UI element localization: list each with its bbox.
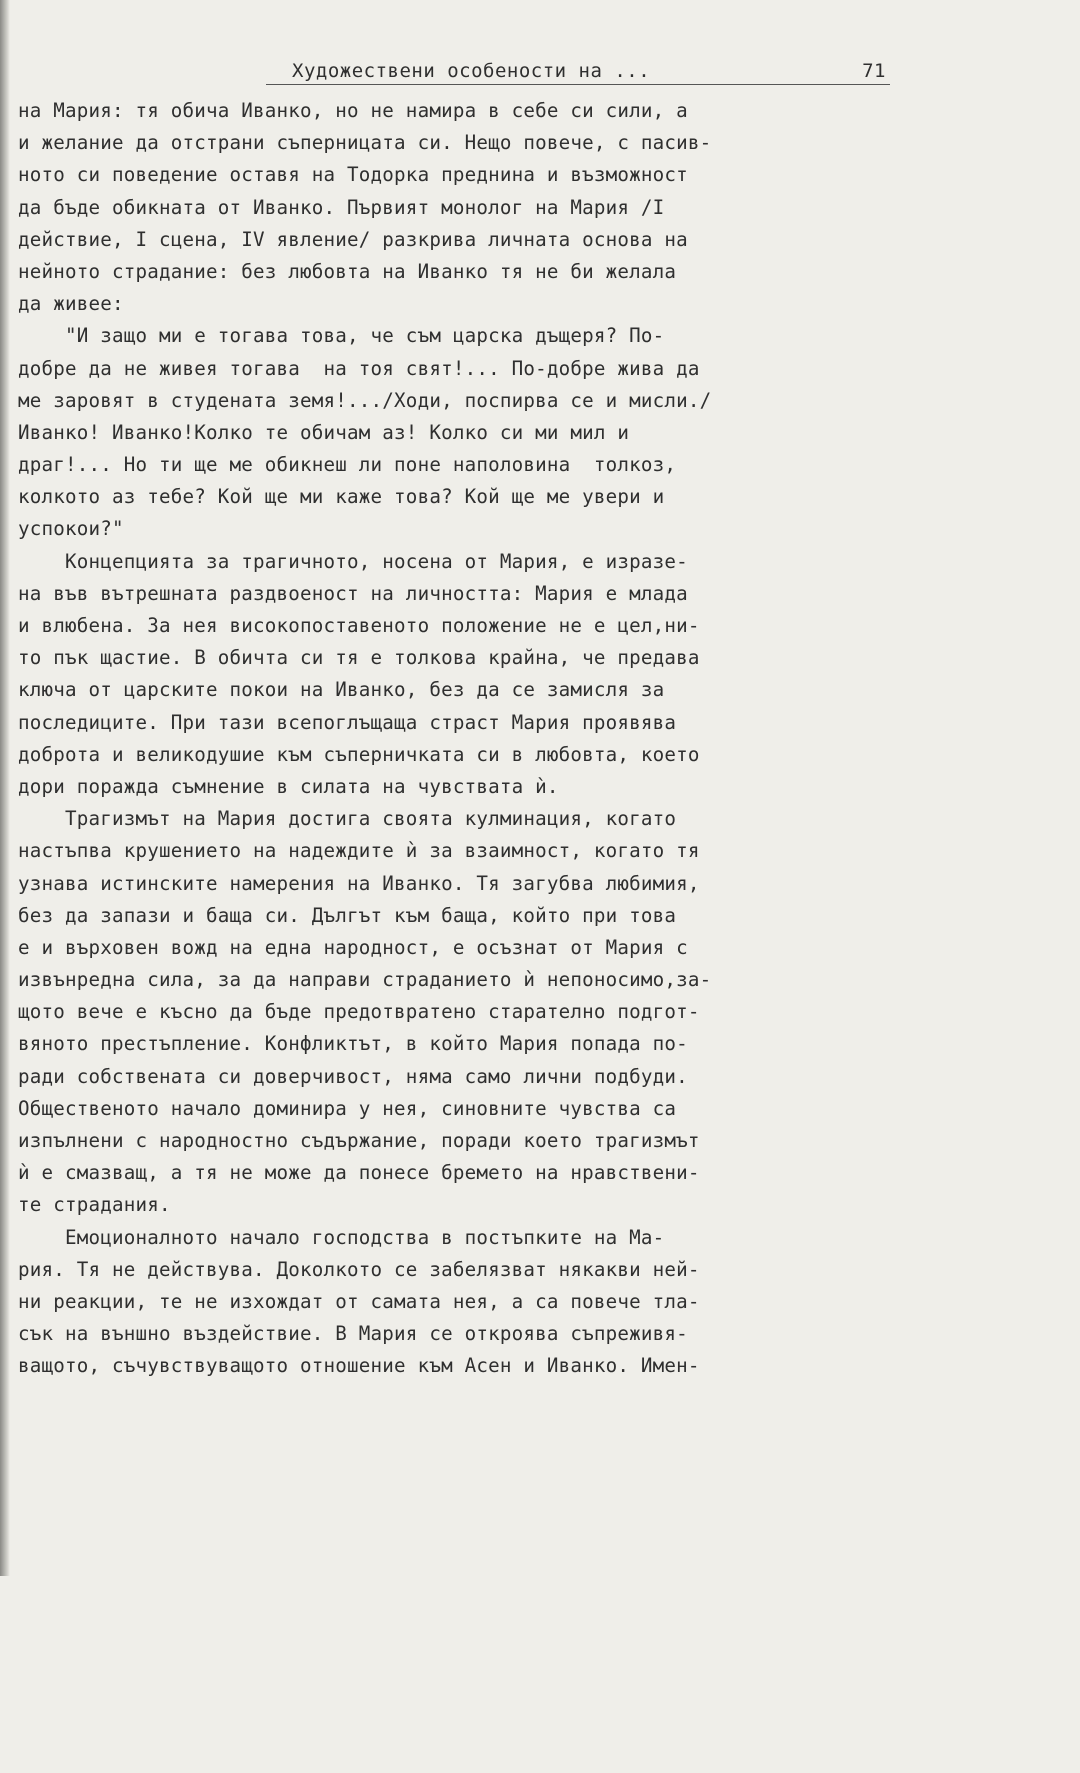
text-line: на във вътрешната раздвоеност на личността: Мария е млада	[18, 581, 688, 605]
text-line: "И защо ми е тогава това, че съм царска дъщеря? По-	[18, 324, 665, 348]
running-title: Художествени особености на ...	[292, 60, 651, 82]
text-line: и желание да отстрани съперницата си. Нещо повече, с пасив-	[18, 131, 712, 155]
text-line: ващото, съчувствуващото отношение към Асен и Иванко. Имен-	[18, 1354, 700, 1378]
text-line: изпълнени с народностно съдържание, поради което трагизмът	[18, 1129, 700, 1152]
text-line: Трагизмът на Мария достига своята кулминация, когато	[18, 807, 677, 831]
paragraph	[18, 320, 908, 545]
text-line: сък на външно въздействие. В Мария се откроява съпреживя-	[18, 1322, 688, 1346]
text-line: последиците. При тази всепоглъщаща страст Мария проявява	[18, 710, 677, 734]
text-line: и влюбена. За нея високопоставеното положение не е цел,ни-	[18, 614, 700, 637]
text-line: е и върховен вожд на една народност, е осъзнат от Мария с	[18, 935, 688, 959]
text-line: ното си поведение оставя на Тодорка преднина и възможност	[18, 163, 688, 187]
text-line: добре да не живея тогава на тоя свят!... По-добре жива да	[18, 356, 700, 380]
text-line: вяното престъпление. Конфликтът, в който Мария попада по-	[18, 1032, 688, 1056]
text-line: без да запази и баща си. Дългът към баща, който при това	[18, 903, 677, 927]
text-line: Иванко! Иванко!Колко те обичам аз! Колко си ми мил и	[18, 420, 630, 444]
book-page	[18, 50, 908, 1383]
text-line: Концепцията за трагичното, носена от Мария, е изразе-	[18, 549, 688, 573]
running-header	[266, 50, 890, 85]
text-line: драг!... Но ти ще ме обикнеш ли поне наполовина толкоз,	[18, 453, 677, 477]
text-line: рия. Тя не действува. Доколкото се забелязват някакви ней-	[18, 1257, 700, 1281]
text-line: нейното страдание: без любовта на Иванко тя не би желала	[18, 259, 677, 283]
text-line: то пък щастие. В обичта си тя е толкова крайна, че предава	[18, 646, 700, 670]
paragraph	[18, 546, 908, 804]
page-number: 71	[862, 60, 886, 82]
text-line: ни реакции, те не изхождат от самата нея, а са повече тла-	[18, 1289, 700, 1313]
text-line: извънредна сила, за да направи страданието ѝ непоносимо,за-	[18, 968, 712, 992]
text-line: узнава истинските намерения на Иванко. Тя загубва любимия,	[18, 871, 700, 895]
text-line: доброта и великодушие към съперничката си в любовта, което	[18, 742, 700, 766]
text-line: да бъде обикната от Иванко. Първият монолог на Мария /I	[18, 195, 665, 219]
page-binding-edge	[0, 0, 10, 1576]
paragraph	[18, 95, 908, 320]
text-line: ѝ е смазващ, а тя не може да понесе бремето на нравствени-	[18, 1161, 700, 1185]
text-line: Емоционалното начало господства в постъпките на Ма-	[18, 1225, 665, 1249]
text-line: на Мария: тя обича Иванко, но не намира в себе си сили, а	[18, 99, 688, 122]
text-line: ме заровят в студената земя!.../Ходи, поспирва се и мисли./	[18, 388, 712, 412]
text-line: колкото аз тебе? Кой ще ми каже това? Кой ще ме увери и	[18, 485, 665, 509]
text-line: ради собствената си доверчивост, няма само лични подбуди.	[18, 1064, 688, 1088]
text-line: Общественото начало доминира у нея, синовните чувства са	[18, 1096, 677, 1120]
text-line: настъпва крушението на надеждите ѝ за взаимност, когато тя	[18, 839, 700, 863]
text-line: действие, I сцена, IV явление/ разкрива личната основа на	[18, 227, 688, 251]
paragraph	[18, 803, 908, 1221]
text-line: дори поражда съмнение в силата на чувствата ѝ.	[18, 774, 559, 798]
text-line: успокои?"	[18, 517, 124, 541]
text-line: да живее:	[18, 292, 124, 316]
text-line: ключа от царските покои на Иванко, без да се замисля за	[18, 678, 665, 702]
text-line: те страдания.	[18, 1193, 171, 1217]
paragraph	[18, 1222, 908, 1383]
body-text	[18, 95, 908, 1383]
text-line: щото вече е късно да бъде предотвратено старателно подгот-	[18, 1000, 700, 1024]
